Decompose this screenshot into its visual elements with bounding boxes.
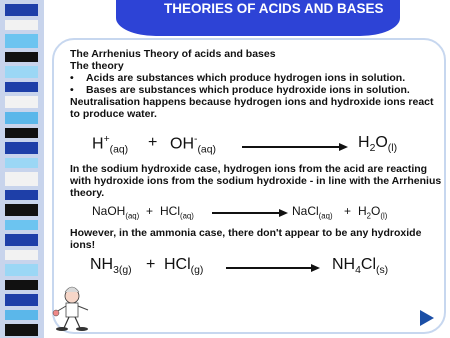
bullet-item xyxy=(70,84,446,96)
eq1-reactant-h: $H^+_{(aq)}$ xyxy=(92,134,129,156)
section-heading: The Arrhenius Theory of acids and bases xyxy=(70,48,276,60)
eq1-arrow-head xyxy=(339,143,348,151)
section-subheading: The theory xyxy=(70,60,124,72)
bullet-text: Acids are substances which produce hydrogen ions in solution. xyxy=(86,72,406,84)
equation-water xyxy=(92,134,422,160)
eq1-reactant-oh: $OH^-_{(aq)}$ xyxy=(170,134,216,156)
page-title: THEORIES OF ACIDS AND BASES xyxy=(164,1,384,16)
bullet-item xyxy=(70,72,446,84)
decorative-stripe xyxy=(0,0,44,338)
eq3-hcl: HCl$_{(g)}$ xyxy=(164,256,204,277)
eq3-arrow-head xyxy=(311,264,320,272)
cartoon-scientist-icon xyxy=(48,282,94,332)
eq1-plus: + xyxy=(148,134,158,151)
bullet-icon: • xyxy=(70,72,74,84)
ammonia-paragraph: However, in the ammonia case, there don't appear to be any hydroxide ions! xyxy=(70,227,422,251)
eq2-arrow xyxy=(212,212,280,214)
eq2-nacl: NaCl$_{(aq)}$ xyxy=(292,204,333,221)
eq2-arrow-head xyxy=(279,209,288,217)
eq2-water: $H_2O_{(l)}$ xyxy=(358,204,388,221)
next-slide-arrow-icon[interactable] xyxy=(420,310,434,326)
neutralisation-text: Neutralisation happens because hydrogen ions and hydroxide ions react to produce water. xyxy=(70,96,434,120)
eq2-hcl: HCl$_{(aq)}$ xyxy=(160,204,194,221)
eq1-product: $H_2O_{(l)}$ xyxy=(358,134,398,155)
eq3-arrow xyxy=(226,267,312,269)
equation-naoh-hcl xyxy=(92,204,422,224)
eq3-nh4cl: $NH_4Cl_{(s)}$ xyxy=(332,256,389,277)
equation-nh3-hcl xyxy=(90,256,420,282)
eq3-plus: + xyxy=(146,256,156,273)
eq1-arrow xyxy=(242,146,340,148)
content-text xyxy=(70,48,446,120)
eq3-nh3: $NH_{3(g)}$ xyxy=(90,256,132,277)
eq2-naoh: NaOH$_{(aq)}$ xyxy=(92,204,140,221)
bullet-icon: • xyxy=(70,84,74,96)
bullet-text: Bases are substances which produce hydroxide ions in solution. xyxy=(86,84,410,96)
sodium-paragraph: In the sodium hydroxide case, hydrogen ions from the acid are reacting with hydroxide ions from the sodium hydroxide - in line with the Arrhenius theory. xyxy=(70,163,442,199)
eq2-plus2: + xyxy=(344,204,352,218)
eq2-plus: + xyxy=(146,204,154,218)
